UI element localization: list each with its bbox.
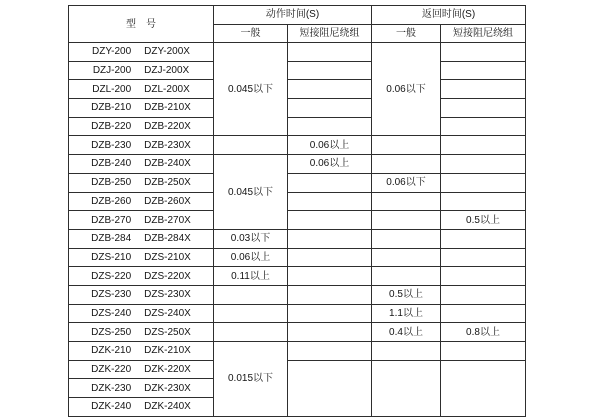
cell-return-general: 0.06以下 — [372, 43, 441, 136]
model-number: DZL-200 — [92, 83, 132, 95]
model-number-x: DZS-240X — [144, 307, 191, 319]
cell-return-general — [372, 360, 441, 416]
cell-return-damped — [441, 360, 526, 416]
model-cell — [69, 267, 214, 286]
model-number-x: DZB-270X — [144, 214, 191, 226]
table-row — [69, 323, 526, 342]
table-row — [69, 173, 526, 192]
cell-return-damped — [441, 304, 526, 323]
header-return-time-group: 返回时间(S) — [372, 6, 526, 25]
model-number-x: DZB-250X — [144, 177, 191, 189]
model-cell — [69, 80, 214, 99]
table-row — [69, 61, 526, 80]
table-row — [69, 192, 526, 211]
cell-return-damped — [441, 61, 526, 80]
model-number: DZB-284 — [91, 233, 132, 245]
cell-return-general: 0.4以上 — [372, 323, 441, 342]
cell-return-general: 1.1以上 — [372, 304, 441, 323]
cell-action-damped — [288, 248, 372, 267]
cell-return-general — [372, 192, 441, 211]
model-cell — [69, 61, 214, 80]
cell-action-damped — [288, 323, 372, 342]
cell-action-damped — [288, 285, 372, 304]
model-number: DZB-230 — [91, 139, 132, 151]
table-row — [69, 117, 526, 136]
model-number-x: DZK-220X — [144, 364, 191, 376]
header-return-general: 一般 — [372, 24, 441, 43]
header-action-damped-winding: 短接阻尼绕组 — [288, 24, 372, 43]
model-cell — [69, 136, 214, 155]
cell-return-general — [372, 229, 441, 248]
cell-action-damped — [288, 342, 372, 361]
cell-return-damped — [441, 43, 526, 62]
cell-action-general — [214, 136, 288, 155]
cell-return-general — [372, 136, 441, 155]
header-action-general: 一般 — [214, 24, 288, 43]
model-number-x: DZB-284X — [144, 233, 191, 245]
model-cell — [69, 285, 214, 304]
model-number: DZS-210 — [91, 251, 132, 263]
table-row — [69, 267, 526, 286]
model-number-x: DZB-260X — [144, 195, 191, 207]
model-number: DZJ-200 — [92, 65, 132, 77]
model-number-x: DZK-240X — [144, 401, 191, 413]
cell-action-damped — [288, 99, 372, 118]
header-action-time-group: 动作时间(S) — [214, 6, 372, 25]
table-row — [69, 360, 526, 379]
model-number-x: DZB-210X — [144, 102, 191, 114]
model-cell — [69, 173, 214, 192]
model-cell — [69, 99, 214, 118]
cell-action-general — [214, 323, 288, 342]
model-cell — [69, 323, 214, 342]
cell-action-general: 0.015以下 — [214, 342, 288, 417]
model-cell — [69, 398, 214, 417]
model-cell — [69, 155, 214, 174]
cell-action-damped — [288, 360, 372, 416]
cell-return-general — [372, 155, 441, 174]
model-cell — [69, 43, 214, 62]
table-row — [69, 248, 526, 267]
model-number-x: DZS-250X — [144, 326, 191, 338]
cell-return-general — [372, 211, 441, 230]
cell-action-damped — [288, 229, 372, 248]
table-row — [69, 285, 526, 304]
model-number: DZB-250 — [91, 177, 132, 189]
cell-return-damped — [441, 229, 526, 248]
model-number: DZY-200 — [92, 46, 132, 58]
cell-action-damped — [288, 173, 372, 192]
table-row — [69, 99, 526, 118]
cell-action-damped — [288, 267, 372, 286]
model-number-x: DZB-230X — [144, 139, 191, 151]
cell-action-damped — [288, 117, 372, 136]
model-cell — [69, 211, 214, 230]
cell-return-damped: 0.8以上 — [441, 323, 526, 342]
cell-return-damped — [441, 342, 526, 361]
cell-action-damped: 0.06以上 — [288, 155, 372, 174]
model-cell — [69, 379, 214, 398]
table-row — [69, 304, 526, 323]
model-cell — [69, 229, 214, 248]
model-number: DZB-270 — [91, 214, 132, 226]
cell-action-damped — [288, 80, 372, 99]
cell-return-damped — [441, 136, 526, 155]
cell-action-general: 0.03以下 — [214, 229, 288, 248]
table-row — [69, 342, 526, 361]
model-number: DZS-220 — [91, 270, 132, 282]
table-row — [69, 136, 526, 155]
cell-return-damped: 0.5以上 — [441, 211, 526, 230]
model-number: DZB-240 — [91, 158, 132, 170]
header-row-groups — [69, 6, 526, 25]
model-cell — [69, 304, 214, 323]
model-number: DZK-210 — [91, 345, 132, 357]
cell-return-damped — [441, 173, 526, 192]
cell-return-damped — [441, 285, 526, 304]
cell-action-damped — [288, 61, 372, 80]
model-cell — [69, 360, 214, 379]
model-number-x: DZK-210X — [144, 345, 191, 357]
table-row — [69, 211, 526, 230]
relay-timing-spec-table — [68, 5, 526, 417]
spec-table-container — [68, 5, 526, 417]
cell-return-damped — [441, 192, 526, 211]
header-model: 型 号 — [69, 6, 214, 43]
cell-action-general: 0.06以上 — [214, 248, 288, 267]
model-number: DZK-230 — [91, 382, 132, 394]
cell-return-damped — [441, 99, 526, 118]
model-cell — [69, 342, 214, 361]
table-row — [69, 80, 526, 99]
cell-action-damped — [288, 192, 372, 211]
model-number: DZS-230 — [91, 289, 132, 301]
cell-action-damped — [288, 211, 372, 230]
model-number-x: DZS-210X — [144, 251, 191, 263]
model-number-x: DZK-230X — [144, 382, 191, 394]
cell-action-general: 0.045以下 — [214, 43, 288, 136]
table-row — [69, 229, 526, 248]
cell-action-general: 0.11以上 — [214, 267, 288, 286]
cell-action-general: 0.045以下 — [214, 155, 288, 230]
cell-return-damped — [441, 117, 526, 136]
model-cell — [69, 248, 214, 267]
model-number-x: DZJ-200X — [144, 65, 190, 77]
model-cell — [69, 117, 214, 136]
model-number-x: DZY-200X — [144, 46, 190, 58]
cell-return-damped — [441, 155, 526, 174]
model-number-x: DZB-240X — [144, 158, 191, 170]
cell-return-general — [372, 267, 441, 286]
model-number: DZS-240 — [91, 307, 132, 319]
model-number-x: DZB-220X — [144, 121, 191, 133]
cell-return-general — [372, 342, 441, 361]
cell-return-general: 0.06以下 — [372, 173, 441, 192]
model-number-x: DZS-230X — [144, 289, 191, 301]
cell-action-damped: 0.06以上 — [288, 136, 372, 155]
model-number: DZB-210 — [91, 102, 132, 114]
cell-action-damped — [288, 43, 372, 62]
header-return-damped-winding: 短接阻尼绕组 — [441, 24, 526, 43]
table-row — [69, 43, 526, 62]
model-number-x: DZL-200X — [144, 83, 190, 95]
model-number: DZK-220 — [91, 364, 132, 376]
model-number-x: DZS-220X — [144, 270, 191, 282]
model-number: DZB-260 — [91, 195, 132, 207]
cell-action-general — [214, 285, 288, 304]
cell-action-general — [214, 304, 288, 323]
table-row — [69, 155, 526, 174]
cell-return-damped — [441, 248, 526, 267]
model-number: DZB-220 — [91, 121, 132, 133]
cell-return-general — [372, 248, 441, 267]
cell-return-damped — [441, 267, 526, 286]
cell-return-damped — [441, 80, 526, 99]
cell-return-general: 0.5以上 — [372, 285, 441, 304]
cell-action-damped — [288, 304, 372, 323]
model-number: DZK-240 — [91, 401, 132, 413]
model-number: DZS-250 — [91, 326, 132, 338]
model-cell — [69, 192, 214, 211]
